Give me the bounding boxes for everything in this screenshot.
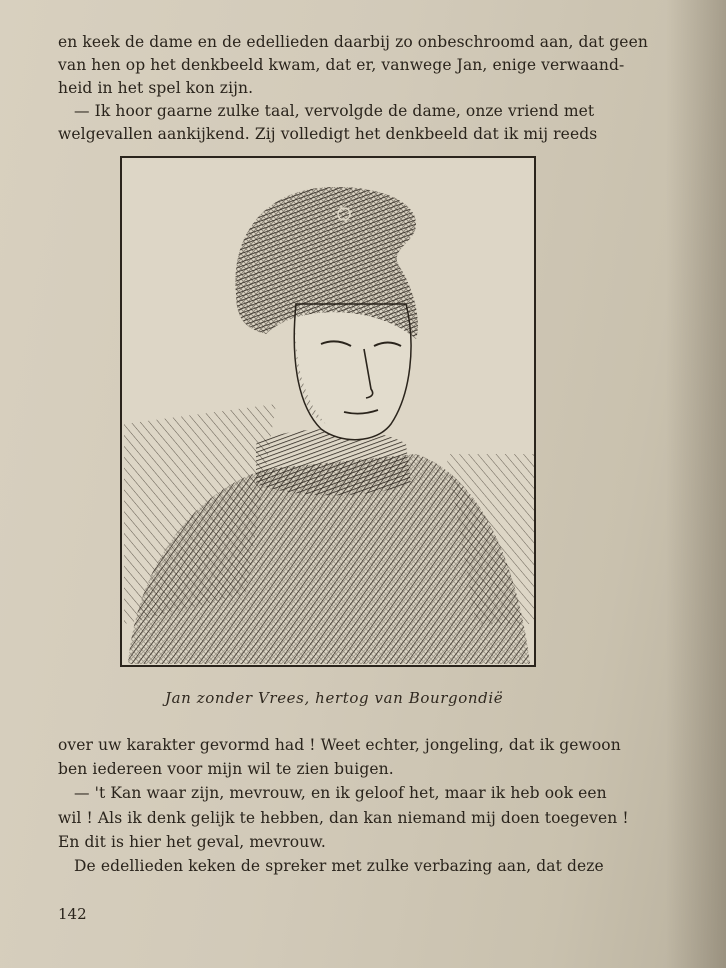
text-line: heid in het spel kon zijn. <box>58 79 254 97</box>
text-line: over uw karakter gevormd had ! Weet echter, jongeling, dat ik gewoon <box>58 736 621 754</box>
text-line: ben iedereen voor mijn wil te zien buigen. <box>58 760 394 778</box>
text-line: De edellieden keken de spreker met zulke verbazing aan, dat deze <box>74 857 604 875</box>
page-number: 142 <box>58 905 87 923</box>
text-line: — 't Kan waar zijn, mevrouw, en ik geloof het, maar ik heb ook een <box>74 784 607 802</box>
text-line: — Ik hoor gaarne zulke taal, vervolgde de dame, onze vriend met <box>74 102 595 120</box>
text-line: van hen op het denkbeeld kwam, dat er, vanwege Jan, enige verwaand- <box>58 56 625 74</box>
page-edge-shadow <box>666 0 726 968</box>
figure-caption: Jan zonder Vrees, hertog van Bourgondië <box>165 689 504 707</box>
text-line: En dit is hier het geval, mevrouw. <box>58 833 326 851</box>
portrait-engraving <box>116 154 540 669</box>
text-line: en keek de dame en de edellieden daarbij zo onbeschroomd aan, dat geen <box>58 33 648 51</box>
text-line: wil ! Als ik denk gelijk te hebben, dan kan niemand mij doen toegeven ! <box>58 809 629 827</box>
text-line: welgevallen aankijkend. Zij volledigt het denkbeeld dat ik mij reeds <box>58 125 598 143</box>
